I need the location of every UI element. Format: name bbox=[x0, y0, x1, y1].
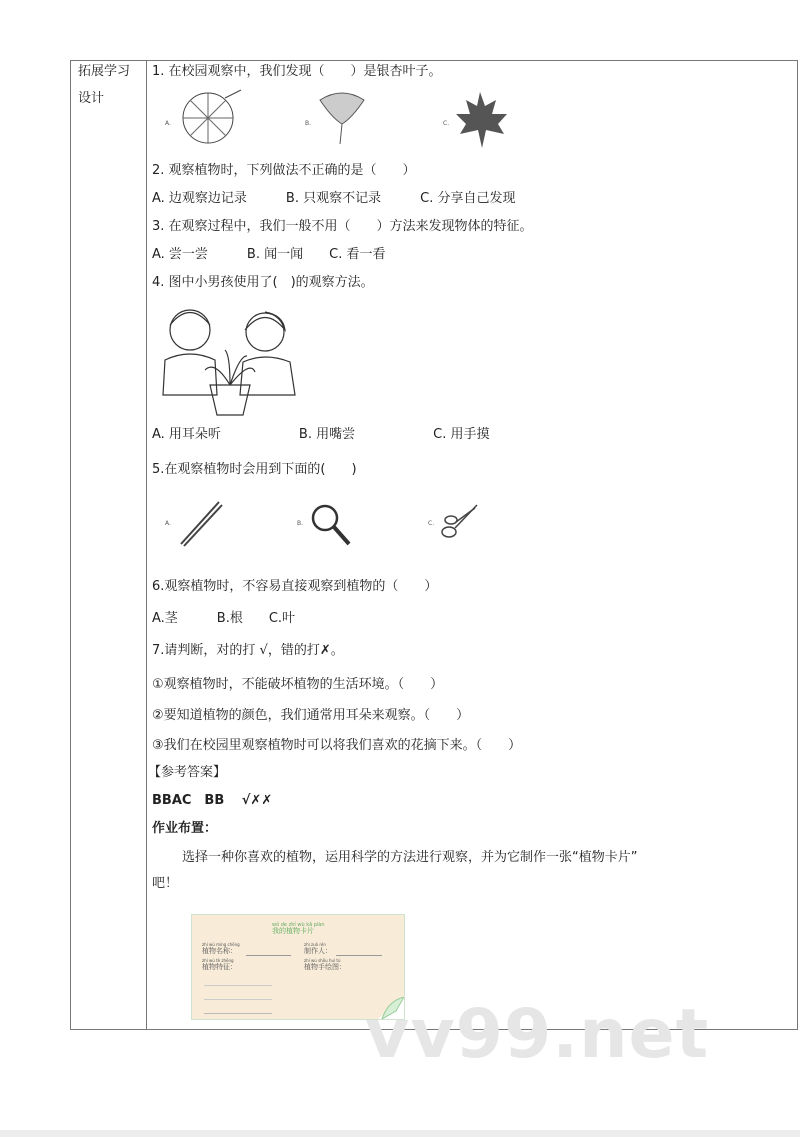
question-4-options: A. 用耳朵听 B. 用嘴尝 C. 用手摸 bbox=[152, 427, 490, 442]
question-2: 2. 观察植物时，下列做法不正确的是（ ） bbox=[152, 163, 416, 178]
scissors-image bbox=[437, 500, 482, 545]
card-drawing-label: 植物手绘图： bbox=[304, 963, 346, 971]
answers-text: BBAC BB √✗✗ bbox=[152, 793, 273, 808]
card-name-label: 植物名称： bbox=[202, 947, 237, 955]
question-6-options: A.茎 B.根 C.叶 bbox=[152, 611, 296, 626]
card-pinyin-title: wǒ de zhí wù kǎ piàn bbox=[272, 922, 325, 928]
option-c-label: C. bbox=[428, 520, 435, 527]
chopsticks-image bbox=[175, 498, 225, 548]
card-feature-label: 植物特征： bbox=[202, 963, 237, 971]
left-label-1: 拓展学习 bbox=[78, 64, 131, 79]
judge-item-3: ③我们在校园里观察植物时可以将我们喜欢的花摘下来。（ ） bbox=[152, 738, 522, 753]
question-2-options: A. 边观察边记录 B. 只观察不记录 C. 分享自己发现 bbox=[152, 191, 516, 206]
card-feature-pinyin: zhí wù tè zhēng bbox=[202, 958, 234, 963]
children-observing-plant-image bbox=[155, 300, 305, 418]
question-6: 6.观察植物时，不容易直接观察到植物的（ ） bbox=[152, 579, 438, 594]
page-bottom-edge bbox=[0, 1130, 800, 1137]
judge-item-2: ②要知道植物的颜色，我们通常用耳朵来观察。（ ） bbox=[152, 708, 470, 723]
question-4: 4. 图中小男孩使用了( )的观察方法。 bbox=[152, 275, 374, 290]
option-c-label: C. bbox=[443, 120, 450, 127]
answers-title: 【参考答案】 bbox=[148, 765, 227, 780]
judge-item-1: ①观察植物时，不能破坏植物的生活环境。（ ） bbox=[152, 677, 444, 692]
option-a-label: A. bbox=[165, 520, 171, 527]
option-b-label: B. bbox=[305, 120, 312, 127]
column-divider bbox=[146, 60, 147, 1030]
question-3: 3. 在观察过程中，我们一般不用（ ）方法来发现物体的特征。 bbox=[152, 219, 533, 234]
card-name-pinyin: zhí wù míng chēng bbox=[202, 942, 240, 947]
question-1: 1. 在校园观察中，我们发现（ ）是银杏叶子。 bbox=[152, 64, 442, 79]
question-5: 5.在观察植物时会用到下面的( ) bbox=[152, 462, 357, 477]
left-label-2: 设计 bbox=[78, 91, 105, 106]
lotus-leaf-image bbox=[175, 88, 245, 148]
card-maker-pinyin: zhì zuò rén bbox=[304, 942, 326, 947]
homework-line-1: 选择一种你喜欢的植物，运用科学的方法进行观察，并为它制作一张“植物卡片” bbox=[182, 850, 638, 865]
option-b-label: B. bbox=[297, 520, 304, 527]
question-7: 7.请判断，对的打 √，错的打✗。 bbox=[152, 643, 344, 658]
card-drawing-pinyin: zhí wù shǒu huì tú bbox=[304, 958, 341, 963]
card-title: 我的植物卡片 bbox=[272, 927, 314, 935]
watermark: vv99.net bbox=[365, 995, 710, 1074]
option-a-label: A. bbox=[165, 120, 171, 127]
homework-title: 作业布置： bbox=[152, 821, 218, 836]
homework-line-2: 吧！ bbox=[152, 876, 179, 891]
magnifying-glass-image bbox=[305, 498, 355, 548]
question-3-options: A. 尝一尝 B. 闻一闻 C. 看一看 bbox=[152, 247, 386, 262]
ginkgo-leaf-image bbox=[312, 88, 372, 148]
maple-leaf-image bbox=[452, 90, 512, 150]
card-maker-label: 制作人： bbox=[304, 947, 332, 955]
